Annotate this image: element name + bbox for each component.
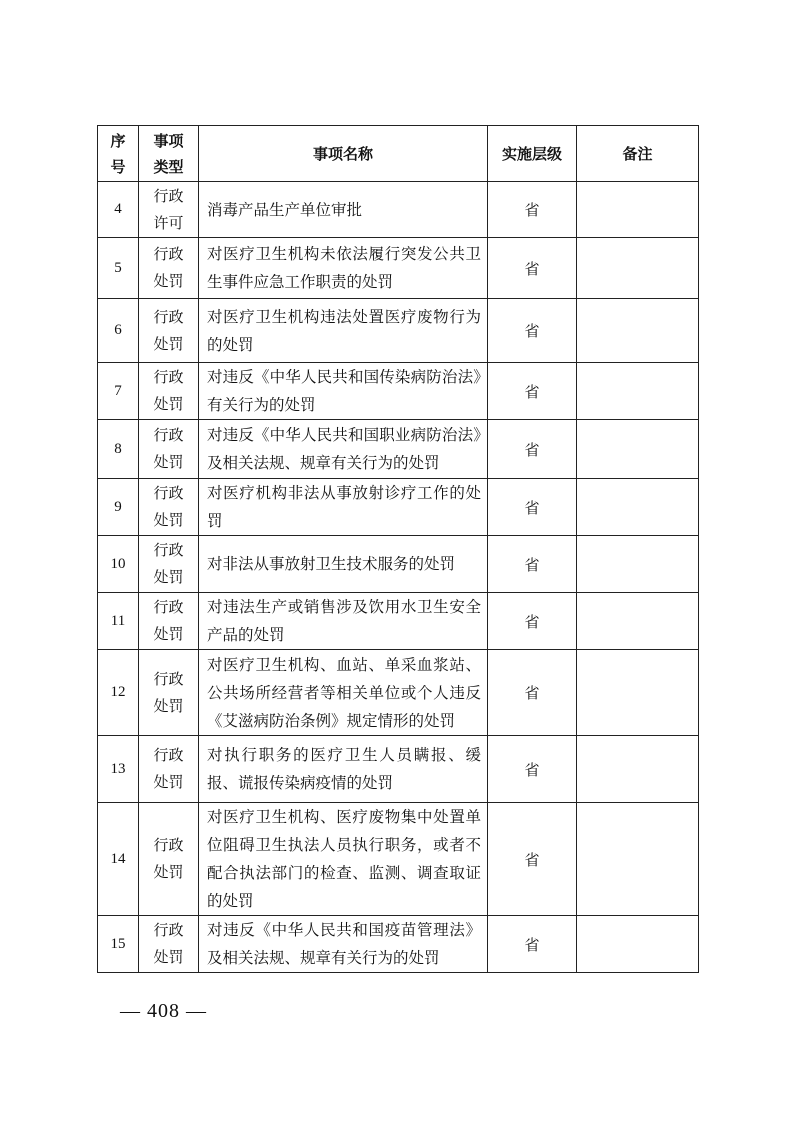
table-row	[98, 238, 699, 299]
row-serial-number: 12	[98, 650, 139, 736]
row-item-type	[139, 479, 199, 536]
row-item-type-line2: 处罚	[153, 625, 184, 643]
row-remark	[577, 299, 699, 363]
table-row	[98, 736, 699, 803]
row-implementation-level: 省	[488, 536, 577, 593]
row-item-type-line2: 处罚	[153, 334, 184, 353]
row-remark	[577, 182, 699, 238]
row-item-type	[139, 420, 199, 479]
row-implementation-level: 省	[488, 479, 577, 536]
row-item-name: 对违法生产或销售涉及饮用水卫生安全产品的处罚	[199, 593, 488, 650]
table-row	[98, 479, 699, 536]
table-row	[98, 803, 699, 916]
row-item-name: 对医疗机构非法从事放射诊疗工作的处罚	[199, 479, 488, 536]
table-body	[98, 182, 699, 973]
row-item-name: 对医疗卫生机构违法处置医疗废物行为的处罚	[199, 299, 488, 363]
table-row	[98, 536, 699, 593]
page-number: — 408 —	[120, 1000, 207, 1022]
row-item-type-line1: 行政	[153, 245, 184, 263]
row-item-type-line1: 行政	[153, 541, 184, 559]
row-item-type	[139, 736, 199, 803]
row-item-type-line2: 处罚	[153, 568, 184, 586]
table-row	[98, 299, 699, 363]
row-serial-number: 13	[98, 736, 139, 803]
row-serial-number: 15	[98, 916, 139, 973]
row-item-type	[139, 916, 199, 973]
row-item-type-line1: 行政	[153, 598, 184, 616]
row-item-type-line1: 行政	[153, 426, 184, 444]
header-implementation-level: 实施层级	[488, 126, 577, 182]
row-implementation-level: 省	[488, 916, 577, 973]
row-item-name: 对违反《中华人民共和国职业病防治法》及相关法规、规章有关行为的处罚	[199, 420, 488, 479]
row-implementation-level: 省	[488, 803, 577, 916]
row-item-type-line2: 处罚	[153, 395, 184, 413]
header-remark: 备注	[577, 126, 699, 182]
table-row	[98, 182, 699, 238]
row-item-type	[139, 182, 199, 238]
table-header-row	[98, 126, 699, 182]
row-serial-number: 6	[98, 299, 139, 363]
row-item-type-line1: 行政	[153, 669, 184, 688]
items-table	[97, 125, 699, 973]
row-item-name: 对违反《中华人民共和国传染病防治法》有关行为的处罚	[199, 363, 488, 420]
row-remark	[577, 593, 699, 650]
header-item-type-line2: 类型	[153, 157, 184, 176]
row-remark	[577, 363, 699, 420]
row-item-type	[139, 650, 199, 736]
row-item-type-line2: 处罚	[153, 453, 184, 471]
row-item-type-line2: 处罚	[153, 863, 184, 881]
row-item-type-line1: 行政	[153, 368, 184, 386]
row-item-name: 对医疗卫生机构、医疗废物集中处置单位阻碍卫生执法人员执行职务，或者不配合执法部门的检查、监测、调查取证的处罚	[199, 803, 488, 916]
row-serial-number: 9	[98, 479, 139, 536]
row-remark	[577, 238, 699, 299]
row-item-type-line1: 行政	[153, 921, 184, 939]
row-serial-number: 8	[98, 420, 139, 479]
table-row	[98, 593, 699, 650]
row-implementation-level: 省	[488, 593, 577, 650]
row-implementation-level: 省	[488, 736, 577, 803]
row-item-type-line2: 处罚	[153, 511, 184, 529]
row-item-type-line2: 处罚	[153, 696, 184, 715]
row-serial-number: 11	[98, 593, 139, 650]
row-item-type-line2: 处罚	[153, 773, 184, 791]
row-item-type-line1: 行政	[153, 186, 184, 205]
row-implementation-level: 省	[488, 420, 577, 479]
header-item-type-line1: 事项	[153, 131, 184, 150]
table-row	[98, 650, 699, 736]
row-item-type	[139, 363, 199, 420]
row-item-type	[139, 536, 199, 593]
row-item-type-line1: 行政	[153, 484, 184, 502]
header-serial-number-line2: 号	[110, 157, 126, 176]
row-remark	[577, 803, 699, 916]
header-serial-number	[98, 126, 139, 182]
row-item-type	[139, 238, 199, 299]
row-item-type-line2: 许可	[153, 213, 184, 232]
row-remark	[577, 736, 699, 803]
row-implementation-level: 省	[488, 650, 577, 736]
row-item-type	[139, 803, 199, 916]
row-remark	[577, 916, 699, 973]
row-item-type	[139, 299, 199, 363]
row-item-type-line2: 处罚	[153, 948, 184, 966]
row-serial-number: 5	[98, 238, 139, 299]
row-serial-number: 14	[98, 803, 139, 916]
row-serial-number: 10	[98, 536, 139, 593]
row-item-type	[139, 593, 199, 650]
row-serial-number: 4	[98, 182, 139, 238]
row-item-type-line1: 行政	[153, 746, 184, 764]
row-remark	[577, 420, 699, 479]
row-item-name: 消毒产品生产单位审批	[199, 182, 488, 238]
row-item-type-line1: 行政	[153, 307, 184, 326]
row-remark	[577, 479, 699, 536]
table-row	[98, 916, 699, 973]
row-item-name: 对医疗卫生机构、血站、单采血浆站、公共场所经营者等相关单位或个人违反《艾滋病防治条例》规定情形的处罚	[199, 650, 488, 736]
row-remark	[577, 650, 699, 736]
table-row	[98, 420, 699, 479]
row-implementation-level: 省	[488, 182, 577, 238]
header-item-type	[139, 126, 199, 182]
row-item-type-line1: 行政	[153, 836, 184, 854]
row-remark	[577, 536, 699, 593]
row-item-name: 对违反《中华人民共和国疫苗管理法》及相关法规、规章有关行为的处罚	[199, 916, 488, 973]
row-item-type-line2: 处罚	[153, 272, 184, 290]
row-item-name: 对执行职务的医疗卫生人员瞒报、缓报、谎报传染病疫情的处罚	[199, 736, 488, 803]
header-serial-number-line1: 序	[110, 131, 126, 150]
row-item-name: 对医疗卫生机构未依法履行突发公共卫生事件应急工作职责的处罚	[199, 238, 488, 299]
row-item-name: 对非法从事放射卫生技术服务的处罚	[199, 536, 488, 593]
row-serial-number: 7	[98, 363, 139, 420]
row-implementation-level: 省	[488, 238, 577, 299]
table-row	[98, 363, 699, 420]
header-item-name: 事项名称	[199, 126, 488, 182]
row-implementation-level: 省	[488, 299, 577, 363]
row-implementation-level: 省	[488, 363, 577, 420]
